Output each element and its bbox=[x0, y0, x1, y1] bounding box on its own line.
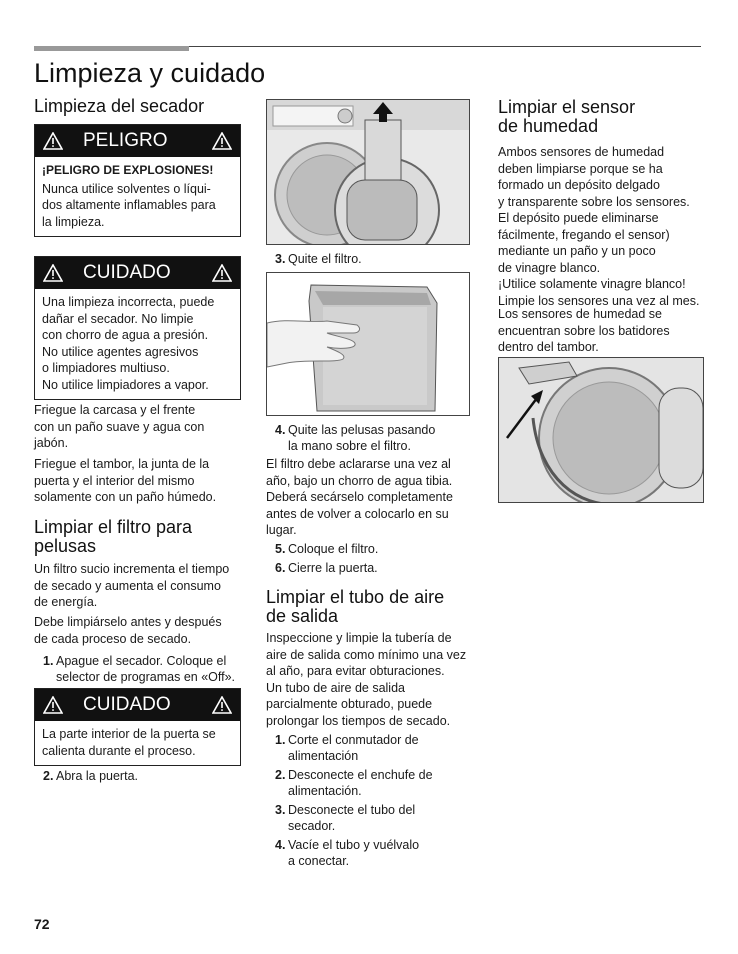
heading-line: de humedad bbox=[498, 116, 599, 136]
text-line: ¡Utilice solamente vinagre blanco! bbox=[498, 277, 686, 291]
caution-line: calienta durante el proceso. bbox=[42, 743, 196, 758]
step-number: 5. bbox=[275, 542, 286, 556]
section-heading-filtro bbox=[34, 518, 192, 556]
danger-line: dos altamente inflamables para bbox=[42, 198, 216, 212]
step-4 bbox=[266, 422, 476, 454]
text-line: formado un depósito delgado bbox=[498, 178, 660, 192]
text-line: Friegue la carcasa y el frente bbox=[34, 403, 196, 417]
text-line: Inspeccione y limpie la tubería de bbox=[266, 631, 452, 645]
step-text: alimentación bbox=[288, 749, 359, 763]
paragraph-tuberia bbox=[266, 630, 476, 729]
warning-icon bbox=[212, 264, 232, 282]
danger-header bbox=[35, 125, 240, 157]
text-line: parcialmente obturado, puede bbox=[266, 697, 433, 711]
text-line: encuentran sobre los batidores bbox=[498, 323, 670, 338]
danger-lead: ¡PELIGRO DE EXPLOSIONES! bbox=[42, 163, 214, 177]
text-line: Un tubo de aire de salida bbox=[266, 680, 405, 695]
caution-label: CUIDADO bbox=[83, 694, 171, 715]
warning-icon bbox=[43, 264, 63, 282]
text-line: El filtro debe aclararse una vez al bbox=[266, 457, 451, 471]
warning-icon bbox=[212, 696, 232, 714]
text-line: Deberá secárselo completamente bbox=[266, 490, 453, 504]
text-line: año, bajo un chorro de agua tibia. bbox=[266, 473, 453, 488]
text-line: El depósito puede eliminarse bbox=[498, 211, 659, 225]
text-line: fácilmente, fregando el sensor) bbox=[498, 227, 670, 242]
paragraph-sensores bbox=[498, 144, 708, 210]
text-line: Los sensores de humedad se bbox=[498, 307, 662, 321]
text-line: lugar. bbox=[266, 523, 297, 537]
steps-tubo bbox=[266, 732, 476, 869]
step-number: 3. bbox=[275, 803, 286, 817]
text-line: de cada proceso de secado. bbox=[34, 631, 192, 646]
step-item bbox=[266, 560, 476, 576]
top-rule-accent bbox=[34, 46, 189, 51]
text-line: puerta y el interior del mismo bbox=[34, 473, 195, 488]
step-text: Vacíe el tubo y vuélvalo bbox=[288, 838, 420, 852]
text-line: con un paño suave y agua con bbox=[34, 419, 205, 434]
paragraph-carcasa bbox=[34, 402, 244, 452]
step-text: Desconecte el tubo del bbox=[288, 803, 416, 817]
section-heading-tubo bbox=[266, 588, 444, 626]
step-text: Quite el filtro. bbox=[288, 252, 362, 266]
text-line: al año, para evitar obturaciones. bbox=[266, 664, 445, 678]
step-item bbox=[266, 837, 476, 869]
caution-header bbox=[35, 689, 240, 721]
step-text: Desconecte el enchufe de bbox=[288, 768, 433, 782]
text-line: mediante un paño y un poco bbox=[498, 244, 656, 258]
text-line: prolongar los tiempos de secado. bbox=[266, 713, 451, 728]
steps-list-filtro-b bbox=[34, 768, 249, 784]
paragraph-filtro-sucio bbox=[34, 561, 244, 611]
heading-line: Limpiar el sensor bbox=[498, 97, 636, 117]
warning-icon bbox=[43, 696, 63, 714]
step-text: la mano sobre el filtro. bbox=[288, 439, 411, 453]
step-text: Apague el secador. Coloque el bbox=[56, 654, 227, 668]
text-line: deben limpiarse porque se ha bbox=[498, 161, 663, 176]
text-line: de secado y aumenta el consumo bbox=[34, 578, 221, 593]
caution-line: No utilice limpiadores a vapor. bbox=[42, 377, 209, 392]
filter-cleaning-image bbox=[266, 272, 470, 416]
step-number: 1. bbox=[275, 733, 286, 747]
paragraph-tambor bbox=[34, 456, 244, 506]
step-text: alimentación. bbox=[288, 784, 362, 798]
text-line: Debe limpiárselo antes y después bbox=[34, 615, 222, 629]
step-item bbox=[266, 422, 476, 454]
steps-5-6 bbox=[266, 541, 476, 576]
caution-line: La parte interior de la puerta se bbox=[42, 727, 216, 741]
steps-list-filtro-a bbox=[34, 653, 249, 685]
text-line: de vinagre blanco. bbox=[498, 260, 601, 275]
step-text: Abra la puerta. bbox=[56, 769, 138, 783]
caution-box bbox=[34, 256, 241, 400]
danger-label: PELIGRO bbox=[83, 130, 168, 151]
paragraph-deposito bbox=[498, 210, 708, 309]
caution-line: dañar el secador. No limpie bbox=[42, 311, 194, 326]
step-number: 4. bbox=[275, 423, 286, 437]
danger-box bbox=[34, 124, 241, 237]
step-item bbox=[266, 767, 476, 799]
step-number: 3. bbox=[275, 252, 286, 266]
sensor-location-image bbox=[498, 357, 704, 503]
dryer-illustration bbox=[267, 100, 469, 244]
step-text: Quite las pelusas pasando bbox=[288, 423, 436, 437]
text-line: Ambos sensores de humedad bbox=[498, 145, 665, 159]
text-line: antes de volver a colocarlo en su bbox=[266, 506, 449, 521]
step-text: Coloque el filtro. bbox=[288, 542, 379, 556]
caution-line: Una limpieza incorrecta, puede bbox=[42, 295, 215, 309]
caution-line: No utilice agentes agresivos bbox=[42, 344, 199, 359]
dryer-filter-removal-image bbox=[266, 99, 470, 245]
paragraph-aclarar bbox=[266, 456, 476, 539]
drum-sensor-illustration bbox=[499, 358, 703, 502]
step-text: Corte el conmutador de bbox=[288, 733, 419, 747]
text-line: aire de salida como mínimo una vez bbox=[266, 647, 467, 662]
step-text: selector de programas en «Off». bbox=[56, 670, 236, 684]
step-item bbox=[266, 251, 476, 267]
caution-line: con chorro de agua a presión. bbox=[42, 328, 209, 342]
step-text: secador. bbox=[288, 819, 336, 833]
step-text: a conectar. bbox=[288, 854, 350, 868]
caution-line: o limpiadores multiuso. bbox=[42, 361, 170, 375]
heading-line: pelusas bbox=[34, 536, 97, 556]
danger-body bbox=[35, 157, 240, 236]
step-item bbox=[34, 768, 249, 784]
heading-line: Limpiar el tubo de aire bbox=[266, 587, 445, 607]
step-item bbox=[266, 802, 476, 834]
section-heading-sensor bbox=[498, 98, 635, 136]
heading-line: de salida bbox=[266, 606, 339, 626]
step-number: 2. bbox=[43, 769, 54, 783]
caution-box-2 bbox=[34, 688, 241, 766]
step-item bbox=[266, 732, 476, 764]
text-line: Friegue el tambor, la junta de la bbox=[34, 457, 210, 471]
danger-line: la limpieza. bbox=[42, 214, 105, 229]
text-line: Un filtro sucio incrementa el tiempo bbox=[34, 562, 230, 576]
warning-icon bbox=[212, 132, 232, 150]
paragraph-limpiarlo bbox=[34, 614, 244, 647]
text-line: y transparente sobre los sensores. bbox=[498, 194, 690, 209]
caution-body bbox=[35, 721, 240, 765]
step-number: 6. bbox=[275, 561, 286, 575]
step-number: 4. bbox=[275, 838, 286, 852]
step-text: Cierre la puerta. bbox=[288, 561, 378, 575]
step-number: 1. bbox=[43, 654, 54, 668]
page-number: 72 bbox=[34, 916, 50, 932]
text-line: dentro del tambor. bbox=[498, 340, 599, 354]
danger-line: Nunca utilice solventes o líqui- bbox=[42, 181, 211, 196]
text-line: Limpie los sensores una vez al mes. bbox=[498, 293, 700, 308]
text-line: solamente con un paño húmedo. bbox=[34, 490, 217, 504]
caution-body bbox=[35, 289, 240, 399]
step-3 bbox=[266, 251, 476, 267]
step-item bbox=[266, 541, 476, 557]
caution-header bbox=[35, 257, 240, 289]
step-number: 2. bbox=[275, 768, 286, 782]
page-title: Limpieza y cuidado bbox=[34, 58, 266, 88]
warning-icon bbox=[43, 132, 63, 150]
paragraph-ubicacion bbox=[498, 306, 708, 356]
caution-label: CUIDADO bbox=[83, 262, 171, 283]
step-item bbox=[34, 653, 249, 685]
section-heading-limpieza: Limpieza del secador bbox=[34, 96, 205, 116]
filter-hand-illustration bbox=[267, 273, 469, 415]
text-line: jabón. bbox=[34, 436, 69, 450]
text-line: de energía. bbox=[34, 595, 98, 609]
heading-line: Limpiar el filtro para bbox=[34, 517, 193, 537]
